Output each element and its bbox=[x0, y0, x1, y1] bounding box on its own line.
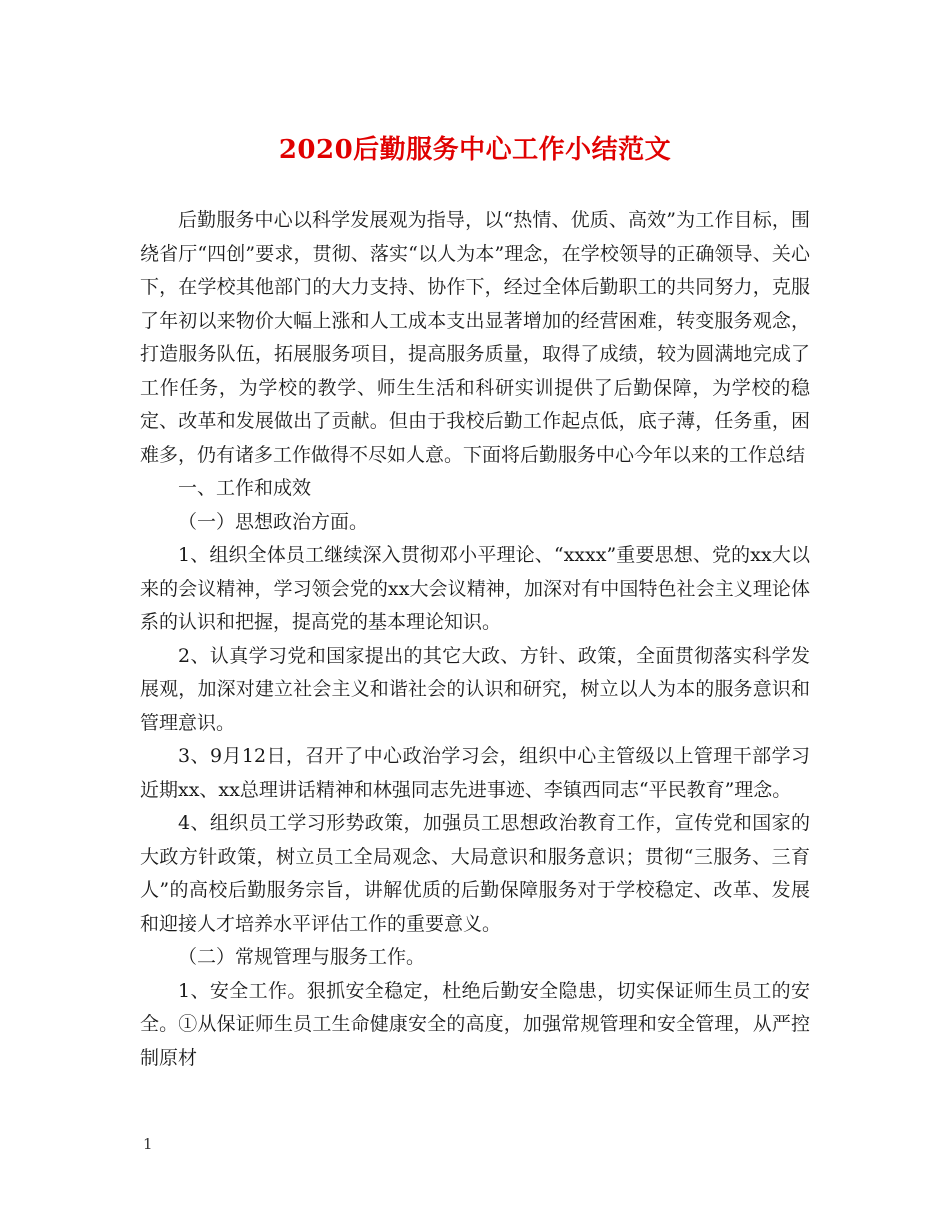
list-item: 1、组织全体员工继续深入贯彻邓小平理论、“xxxx”重要思想、党的xx大以来的会议精神，学习领会党的xx大会议精神，加深对有中国特色社会主义理论体系的认识和把握，提高党的基本理论知识。 bbox=[140, 544, 810, 633]
section-heading: 一、工作和成效 bbox=[178, 477, 312, 499]
list-item: 1、安全工作。狠抓安全稳定，杜绝后勤安全隐患，切实保证师生员工的安全。①从保证师生员工生命健康安全的高度，加强常规管理和安全管理，从严控制原材 bbox=[140, 979, 810, 1069]
document-body bbox=[140, 204, 810, 1075]
list-item: 3、9月12日，召开了中心政治学习会，组织中心主管级以上管理干部学习近期xx、xx总理讲话精神和林强同志先进事迹、李镇西同志“平民教育”理念。 bbox=[140, 745, 810, 801]
list-item: 4、组织员工学习形势政策，加强员工思想政治教育工作，宣传党和国家的大政方针政策，树立员工全局观念、大局意识和服务意识；贯彻“三服务、三育人”的高校后勤服务宗旨，讲解优质的后勤保障服务对于学校稳定、改革、发展和迎接人才培养水平评估工作的重要意义。 bbox=[140, 812, 810, 935]
intro-paragraph: 后勤服务中心以科学发展观为指导，以“热情、优质、高效”为工作目标，围绕省厅“四创”要求，贯彻、落实“以人为本”理念，在学校领导的正确领导、关心下，在学校其他部门的大力支持、协作下，经过全体后勤职工的共同努力，克服了年初以来物价大幅上涨和人工成本支出显著增加的经营困难，转变服务观念，打造服务队伍，拓展服务项目，提高服务质量，取得了成绩，较为圆满地完成了工作任务，为学校的教学、师生生活和科研实训提供了后勤保障，为学校的稳定、改革和发展做出了贡献。但由于我校后勤工作起点低，底子薄，任务重，困难多，仍有诸多工作做得不尽如人意。下面将后勤服务中心今年以来的工作总结 bbox=[140, 209, 810, 466]
page-number: 1 bbox=[143, 1135, 153, 1153]
subsection-heading: （一）思想政治方面。 bbox=[178, 510, 369, 533]
document-title: 2020后勤服务中心工作小结范文 bbox=[278, 135, 672, 165]
list-item: 2、认真学习党和国家提出的其它大政、方针、政策，全面贯彻落实科学发展观，加深对建立社会主义和谐社会的认识和研究，树立以人为本的服务意识和管理意识。 bbox=[140, 644, 810, 734]
subsection-heading: （二）常规管理与服务工作。 bbox=[178, 946, 426, 968]
